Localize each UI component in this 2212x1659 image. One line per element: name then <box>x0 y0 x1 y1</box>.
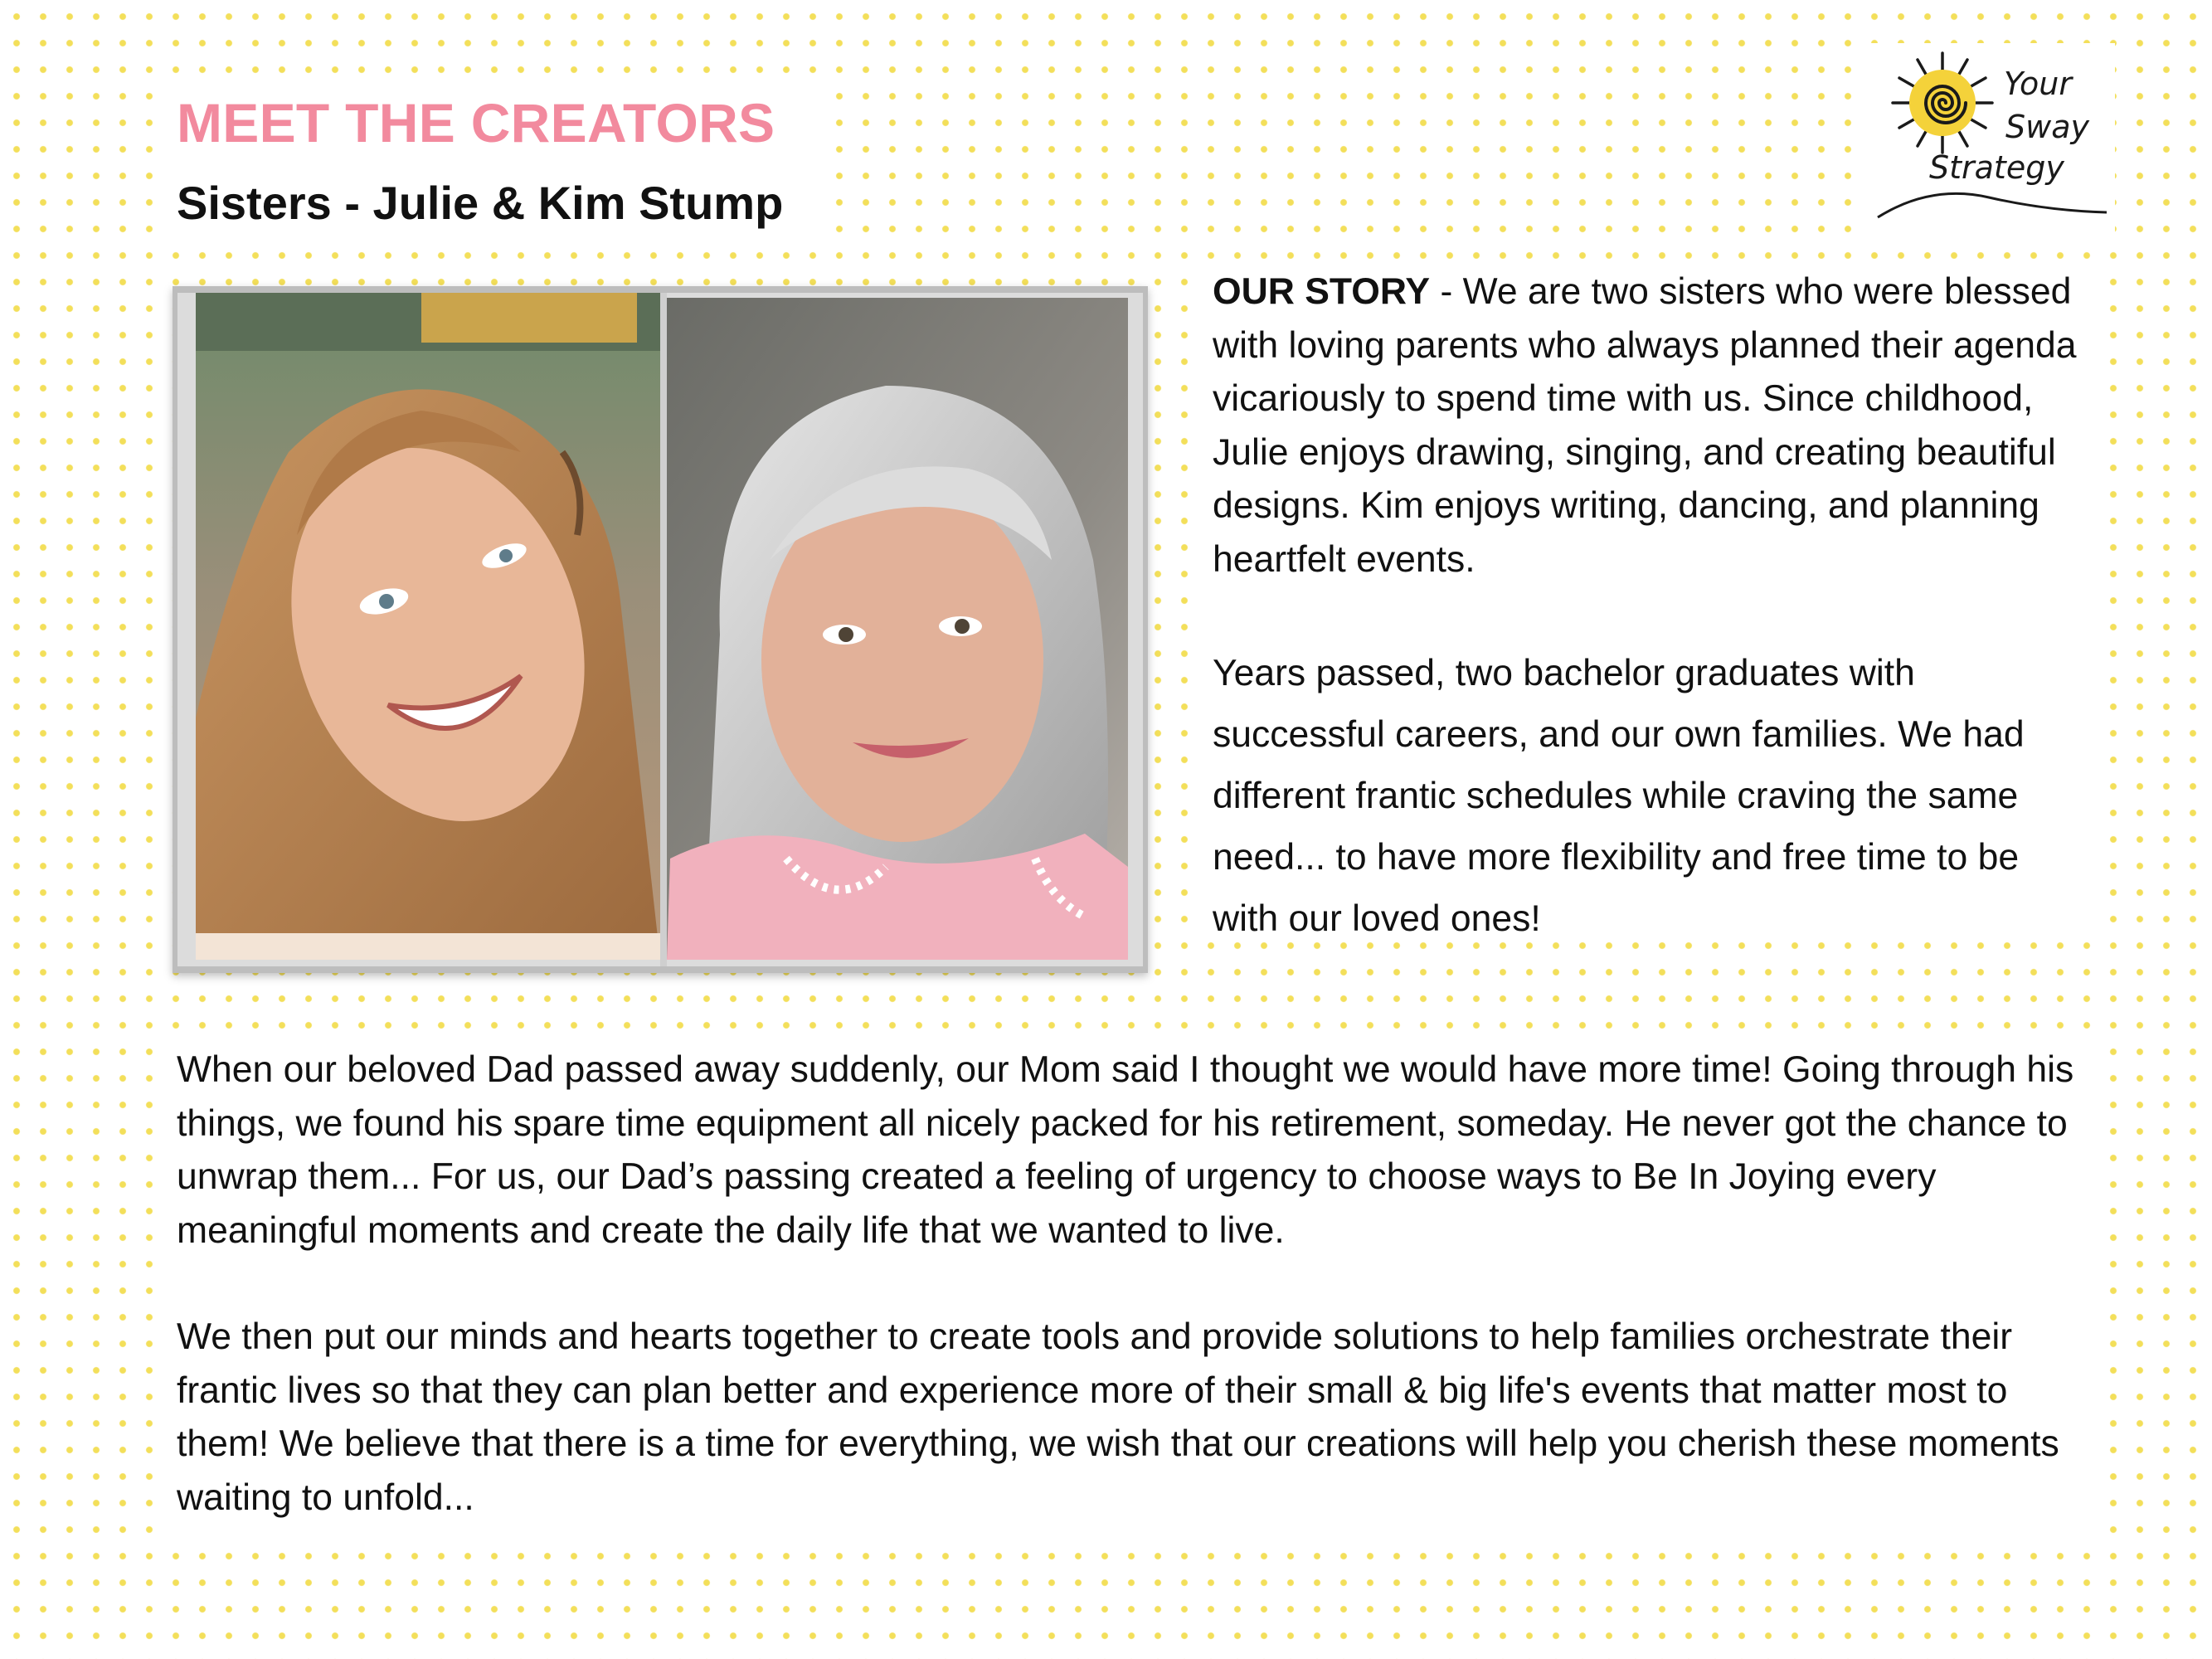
brand-logo <box>1873 50 2113 228</box>
story-intro: - We are two sisters who were blessed with loving parents who always planned their agenda vicariously to spend time with us. Since childhood, Julie enjoys drawing, singing, and creating beautiful designs. Kim enjoys writing, dancing, and planning heartfelt events. <box>1213 271 2077 580</box>
body-paragraph-1: When our beloved Dad passed away suddenly, our Mom said I thought we would have more time! Going through his things, we found his spare time equipment all nicely packed for his retirement, someday. He never got the chance to unwrap them... For us, our Dad’s passing created a feeling of urgency to choose ways to Be In Joying every meaningful moments and create the daily life that we wanted to live. <box>177 1049 2074 1251</box>
photo-kim <box>667 298 1128 960</box>
photo-book-illustration <box>173 286 1148 973</box>
spiral-sun-icon <box>1873 50 2113 228</box>
story-paragraph-2: Years passed, two bachelor graduates with successful careers, and our own families. We had different frantic schedules while craving the same need... to have more flexibility and free time to be with our loved ones! <box>1213 653 2025 939</box>
story-paragraph-1 <box>1213 265 2092 586</box>
page-subtitle: Sisters - Julie & Kim Stump <box>177 177 784 229</box>
body-paragraph-2: We then put our minds and hearts together to create tools and provide solutions to help families orchestrate their frantic lives so that they can plan better and experience more of their small & big life's events that matter most to them! We believe that there is a time for everything, we wish that our creations will help you cherish these moments waiting to unfold... <box>177 1316 2059 1518</box>
story-label: OUR STORY <box>1213 271 1431 312</box>
logo-line-2: Sway <box>2005 109 2089 145</box>
photo-julie <box>196 293 660 960</box>
photo-book <box>173 286 1148 973</box>
logo-line-1: Your <box>2004 66 2072 102</box>
logo-line-3: Strategy <box>1929 149 2064 186</box>
page-title: MEET THE CREATORS <box>177 92 775 153</box>
